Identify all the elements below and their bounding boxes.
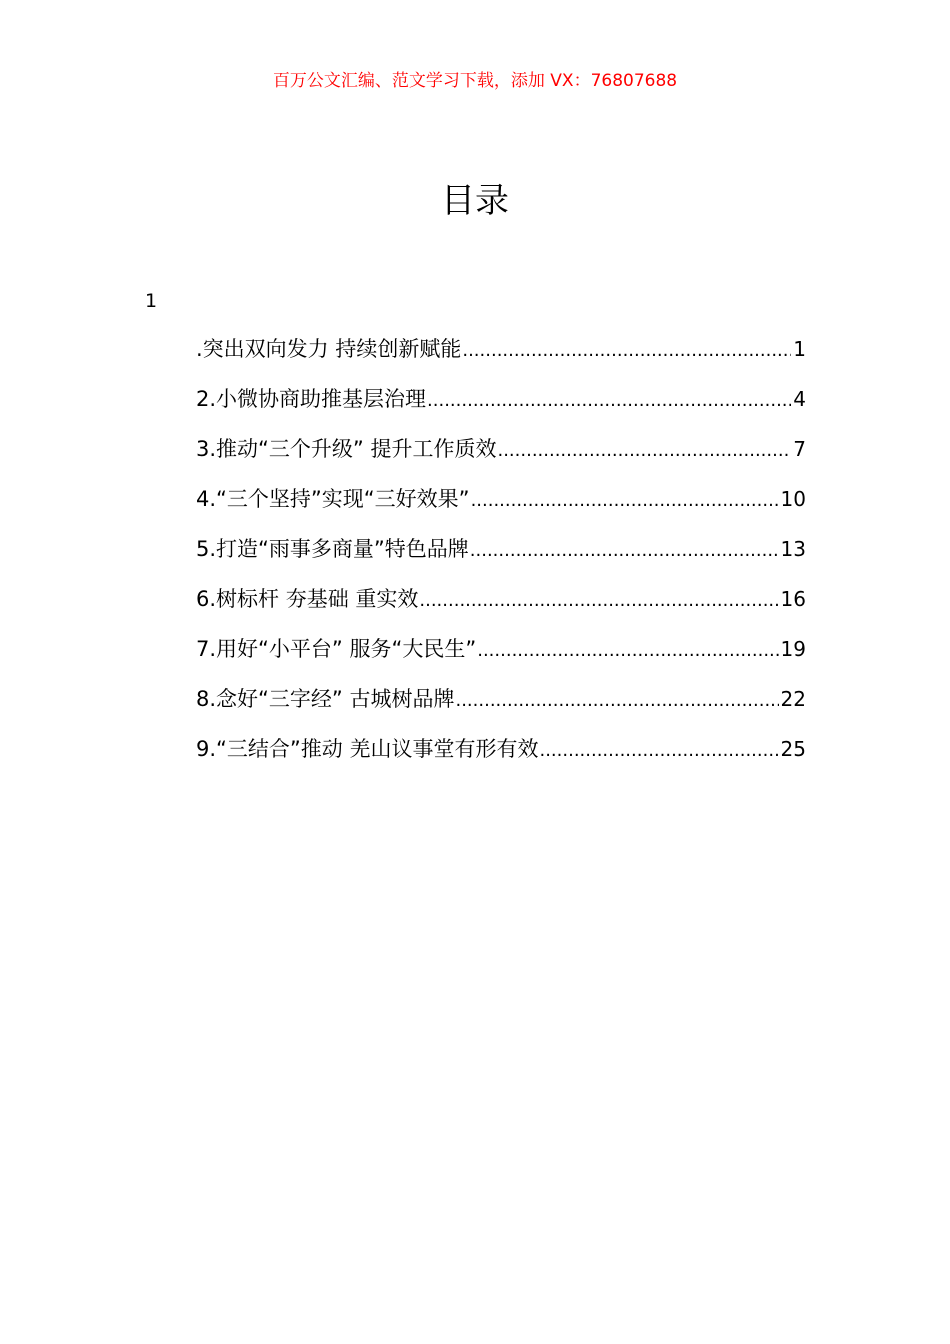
table-of-contents (196, 334, 806, 784)
toc-entry[interactable] (196, 684, 806, 734)
toc-dot-leader (427, 386, 791, 416)
header-watermark-note: 百万公文汇编、范文学习下载，添加 VX：76807688 (272, 71, 678, 91)
toc-page-number: 22 (780, 687, 806, 711)
toc-entry[interactable] (196, 384, 806, 434)
toc-entry-title: 7.用好“小平台” 服务“大民生” (196, 637, 477, 661)
toc-entry-title: 2.小微协商助推基层治理 (196, 387, 427, 411)
toc-page-number: 1 (793, 337, 806, 361)
toc-entry[interactable] (196, 334, 806, 384)
toc-page-number: 10 (780, 487, 806, 511)
toc-page-number: 4 (793, 387, 806, 411)
toc-entry[interactable] (196, 534, 806, 584)
toc-entry-title: 8.念好“三字经” 古城树品牌 (196, 687, 455, 711)
toc-dot-leader (477, 636, 778, 666)
toc-entry[interactable] (196, 634, 806, 684)
toc-entry[interactable] (196, 734, 806, 784)
toc-dot-leader (419, 586, 778, 616)
toc-entry-title: 9.“三结合”推动 羌山议事堂有形有效 (196, 737, 539, 761)
toc-page-number: 16 (780, 587, 806, 611)
toc-entry[interactable] (196, 584, 806, 634)
toc-entry[interactable] (196, 484, 806, 534)
toc-entry[interactable] (196, 434, 806, 484)
toc-entry-title: 5.打造“雨事多商量”特色品牌 (196, 537, 469, 561)
toc-entry-title: 3.推动“三个升级” 提升工作质效 (196, 437, 497, 461)
page-title: 目录 (441, 181, 509, 221)
toc-dot-leader (462, 336, 791, 366)
toc-page-number: 13 (780, 537, 806, 561)
toc-dot-leader (471, 486, 779, 516)
toc-entry-title: 6.树标杆 夯基础 重实效 (196, 587, 419, 611)
toc-dot-leader (455, 686, 778, 716)
toc-page-number: 19 (780, 637, 806, 661)
toc-entry-title: 4.“三个坚持”实现“三好效果” (196, 487, 470, 511)
toc-leading-number: 1 (145, 290, 158, 312)
toc-dot-leader (539, 736, 778, 766)
toc-dot-leader (497, 436, 791, 466)
toc-page-number: 25 (780, 737, 806, 761)
toc-dot-leader (470, 536, 779, 566)
toc-page-number: 7 (793, 437, 806, 461)
toc-entry-title: .突出双向发力 持续创新赋能 (196, 337, 462, 361)
